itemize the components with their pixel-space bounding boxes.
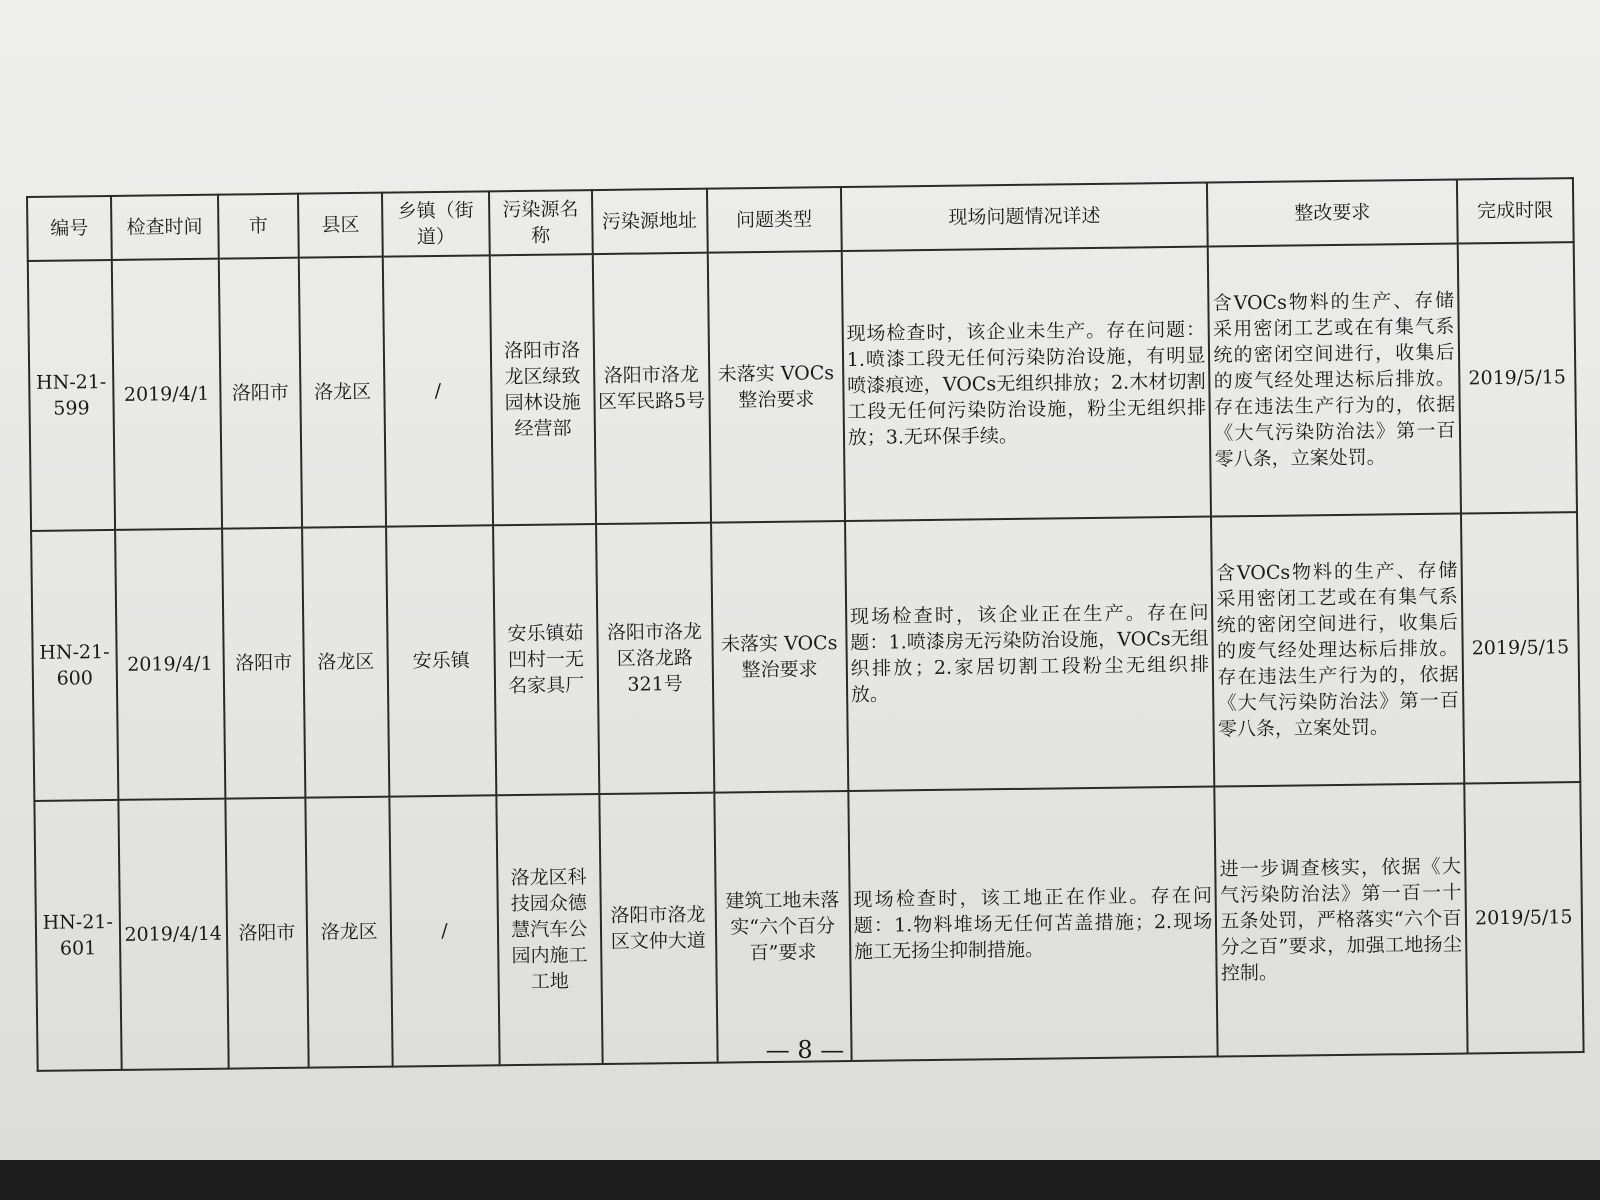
header-date: 检查时间 bbox=[111, 195, 219, 260]
cell-district: 洛龙区 bbox=[306, 797, 393, 1068]
cell-town: 安乐镇 bbox=[386, 525, 496, 796]
cell-source-name: 洛阳市洛龙区绿致园林设施经营部 bbox=[490, 254, 596, 525]
cell-id: HN-21-599 bbox=[28, 260, 115, 531]
cell-deadline: 2019/5/15 bbox=[1457, 242, 1577, 513]
bottom-shadow bbox=[0, 1160, 1600, 1200]
header-details: 现场问题情况详述 bbox=[841, 183, 1208, 251]
header-deadline: 完成时限 bbox=[1457, 178, 1574, 243]
table-row bbox=[34, 782, 1583, 1071]
header-requirement: 整改要求 bbox=[1207, 180, 1457, 247]
header-district: 县区 bbox=[298, 193, 383, 258]
cell-district: 洛龙区 bbox=[299, 257, 386, 528]
cell-address: 洛阳市洛龙区洛龙路321号 bbox=[596, 523, 714, 794]
details-text: 现场检查时，该工地正在作业。存在问题：1.物料堆场无任何苫盖措施；2.现场施工无扬尘抑制措施。 bbox=[853, 884, 1213, 963]
cell-problem-type: 未落实 VOCs 整治要求 bbox=[711, 521, 848, 793]
cell-town: / bbox=[389, 795, 499, 1066]
requirement-text: 含VOCs物料的生产、存储采用密闭工艺或在有集气系统的密闭空间进行，收集后的废气经处理达标后排放。存在违法生产行为的，依据《大气污染防治法》第一百零八条，立案处罚。 bbox=[1212, 289, 1456, 471]
requirement-text: 进一步调查核实，依据《大气污染防治法》第一百一十五条处罚，严格落实“六个百分之百”要求，加强工地扬尘控制。 bbox=[1219, 855, 1463, 985]
cell-address: 洛阳市洛龙区文仲大道 bbox=[599, 793, 717, 1064]
details-text: 现场检查时，该企业未生产。存在问题：1.喷漆工段无任何污染防治设施，有明显喷漆痕迹，VOCs无组织排放；2.木材切割工段无任何污染防治设施，粉尘无组织排放；3.无环保手续。 bbox=[846, 318, 1207, 449]
header-address: 污染源地址 bbox=[591, 189, 707, 254]
cell-details bbox=[845, 517, 1215, 791]
cell-date: 2019/4/1 bbox=[112, 259, 222, 530]
cell-address: 洛阳市洛龙区军民路5号 bbox=[592, 253, 710, 524]
cell-requirement bbox=[1208, 244, 1461, 517]
cell-date: 2019/4/1 bbox=[115, 529, 225, 800]
cell-deadline: 2019/5/15 bbox=[1464, 782, 1584, 1053]
cell-id: HN-21-601 bbox=[34, 800, 121, 1071]
cell-source-name: 安乐镇茹凹村一无名家具厂 bbox=[493, 524, 599, 795]
header-problem-type: 问题类型 bbox=[707, 187, 842, 253]
cell-city: 洛阳市 bbox=[225, 798, 309, 1069]
cell-details bbox=[841, 247, 1211, 521]
cell-city: 洛阳市 bbox=[218, 258, 302, 529]
cell-source-name: 洛龙区科技园众德慧汽车公园内施工工地 bbox=[496, 794, 602, 1065]
cell-id: HN-21-600 bbox=[31, 530, 118, 801]
inspection-report-sheet bbox=[26, 177, 1584, 1026]
cell-district: 洛龙区 bbox=[302, 527, 389, 798]
details-text: 现场检查时，该企业正在生产。存在问题：1.喷漆房无污染防治设施，VOCs无组织排放；2.家居切割工段粉尘无组织排放。 bbox=[849, 601, 1210, 706]
cell-town: / bbox=[383, 255, 493, 526]
cell-requirement bbox=[1215, 783, 1468, 1056]
header-city: 市 bbox=[218, 194, 299, 259]
header-town: 乡镇（街道） bbox=[382, 191, 490, 256]
table-row bbox=[28, 242, 1577, 531]
table-row bbox=[31, 512, 1580, 801]
cell-problem-type: 未落实 VOCs 整治要求 bbox=[707, 251, 844, 523]
cell-problem-type: 建筑工地未落实“六个百分百”要求 bbox=[714, 791, 851, 1063]
page-number: — 8 — bbox=[765, 1036, 845, 1064]
cell-city: 洛阳市 bbox=[222, 528, 306, 799]
cell-requirement bbox=[1211, 513, 1464, 786]
cell-details bbox=[848, 787, 1218, 1061]
header-id: 编号 bbox=[27, 196, 112, 261]
inspection-table bbox=[26, 177, 1585, 1072]
requirement-text: 含VOCs物料的生产、存储采用密闭工艺或在有集气系统的密闭空间进行，收集后的废气经处理达标后排放。存在违法生产行为的，依据《大气污染防治法》第一百零八条，立案处罚。 bbox=[1215, 559, 1460, 741]
header-source-name: 污染源名称 bbox=[489, 190, 592, 255]
cell-date: 2019/4/14 bbox=[118, 799, 228, 1070]
cell-deadline: 2019/5/15 bbox=[1461, 512, 1581, 783]
